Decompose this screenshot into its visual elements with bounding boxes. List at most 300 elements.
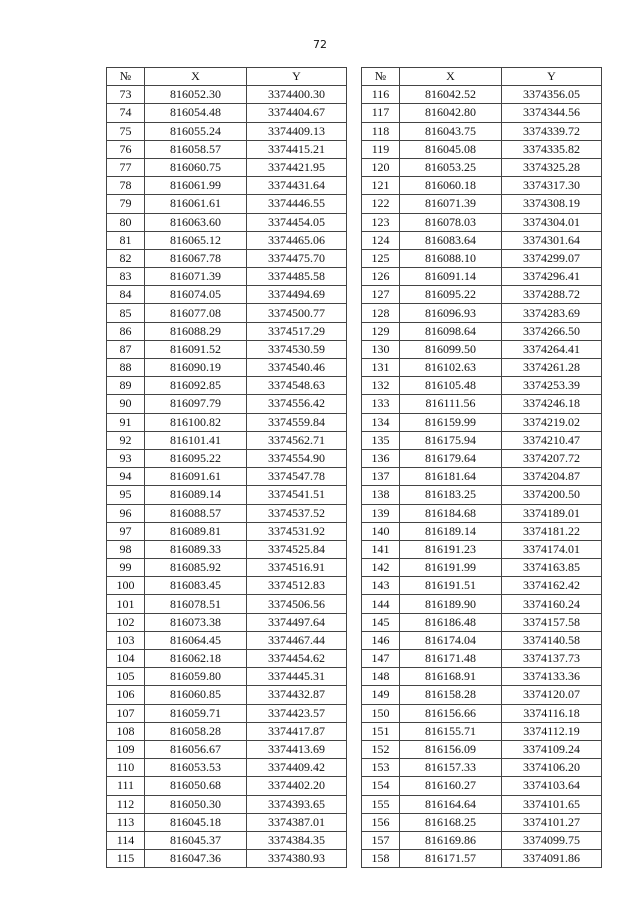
point-number-cell: 102	[107, 613, 145, 631]
x-coordinate-cell: 816091.61	[145, 468, 247, 486]
point-number-cell: 82	[107, 249, 145, 267]
x-coordinate-cell: 816056.67	[145, 740, 247, 758]
x-coordinate-cell: 816063.60	[145, 213, 247, 231]
table-header-row	[107, 68, 602, 86]
y-coordinate-cell: 3374531.92	[247, 522, 347, 540]
x-coordinate-cell: 816045.37	[145, 831, 247, 849]
column-gap	[347, 177, 362, 195]
y-coordinate-cell: 3374344.56	[502, 104, 602, 122]
x-coordinate-cell: 816058.57	[145, 140, 247, 158]
column-gap	[347, 286, 362, 304]
column-gap	[347, 268, 362, 286]
x-coordinate-cell: 816091.14	[400, 268, 502, 286]
column-gap	[347, 631, 362, 649]
table-row	[107, 850, 602, 868]
x-coordinate-cell: 816074.05	[145, 286, 247, 304]
x-coordinate-cell: 816043.75	[400, 122, 502, 140]
point-number-cell: 89	[107, 377, 145, 395]
column-gap	[347, 158, 362, 176]
table-row	[107, 431, 602, 449]
table-row	[107, 559, 602, 577]
x-coordinate-cell: 816071.39	[400, 195, 502, 213]
point-number-cell: 155	[362, 795, 400, 813]
point-number-cell: 136	[362, 449, 400, 467]
point-number-cell: 128	[362, 304, 400, 322]
column-gap	[347, 68, 362, 86]
x-coordinate-cell: 816164.64	[400, 795, 502, 813]
x-coordinate-cell: 816089.33	[145, 540, 247, 558]
x-coordinate-cell: 816077.08	[145, 304, 247, 322]
column-gap	[347, 595, 362, 613]
point-number-cell: 83	[107, 268, 145, 286]
point-number-cell: 140	[362, 522, 400, 540]
point-number-cell: 130	[362, 340, 400, 358]
y-coordinate-cell: 3374494.69	[247, 286, 347, 304]
y-coordinate-cell: 3374404.67	[247, 104, 347, 122]
y-coordinate-cell: 3374380.93	[247, 850, 347, 868]
y-coordinate-cell: 3374339.72	[502, 122, 602, 140]
point-number-cell: 90	[107, 395, 145, 413]
y-coordinate-cell: 3374296.41	[502, 268, 602, 286]
point-number-cell: 141	[362, 540, 400, 558]
y-coordinate-cell: 3374541.51	[247, 486, 347, 504]
y-coordinate-cell: 3374162.42	[502, 577, 602, 595]
y-coordinate-cell: 3374189.01	[502, 504, 602, 522]
x-coordinate-cell: 816191.99	[400, 559, 502, 577]
x-coordinate-cell: 816159.99	[400, 413, 502, 431]
x-coordinate-cell: 816062.18	[145, 650, 247, 668]
y-coordinate-cell: 3374516.91	[247, 559, 347, 577]
y-coordinate-cell: 3374497.64	[247, 613, 347, 631]
point-number-cell: 115	[107, 850, 145, 868]
point-number-cell: 108	[107, 722, 145, 740]
x-coordinate-cell: 816157.33	[400, 759, 502, 777]
table-row	[107, 522, 602, 540]
point-number-cell: 113	[107, 813, 145, 831]
point-number-cell: 152	[362, 740, 400, 758]
x-coordinate-cell: 816042.80	[400, 104, 502, 122]
y-coordinate-cell: 3374454.62	[247, 650, 347, 668]
column-gap	[347, 340, 362, 358]
x-coordinate-cell: 816067.78	[145, 249, 247, 267]
y-coordinate-cell: 3374400.30	[247, 86, 347, 104]
column-gap	[347, 613, 362, 631]
x-coordinate-cell: 816179.64	[400, 449, 502, 467]
x-coordinate-cell: 816083.45	[145, 577, 247, 595]
x-coordinate-cell: 816099.50	[400, 340, 502, 358]
x-coordinate-cell: 816189.14	[400, 522, 502, 540]
x-coordinate-cell: 816155.71	[400, 722, 502, 740]
column-gap	[347, 104, 362, 122]
point-number-cell: 96	[107, 504, 145, 522]
y-coordinate-cell: 3374133.36	[502, 668, 602, 686]
y-coordinate-cell: 3374283.69	[502, 304, 602, 322]
y-coordinate-cell: 3374109.24	[502, 740, 602, 758]
column-gap	[347, 813, 362, 831]
y-coordinate-cell: 3374174.01	[502, 540, 602, 558]
header-x-left: X	[145, 68, 247, 86]
point-number-cell: 74	[107, 104, 145, 122]
y-coordinate-cell: 3374317.30	[502, 177, 602, 195]
x-coordinate-cell: 816105.48	[400, 377, 502, 395]
table-row	[107, 286, 602, 304]
x-coordinate-cell: 816156.66	[400, 704, 502, 722]
column-gap	[347, 795, 362, 813]
header-x-right: X	[400, 68, 502, 86]
column-gap	[347, 231, 362, 249]
point-number-cell: 127	[362, 286, 400, 304]
point-number-cell: 118	[362, 122, 400, 140]
table-row	[107, 213, 602, 231]
x-coordinate-cell: 816050.68	[145, 777, 247, 795]
column-gap	[347, 504, 362, 522]
point-number-cell: 106	[107, 686, 145, 704]
y-coordinate-cell: 3374264.41	[502, 340, 602, 358]
point-number-cell: 93	[107, 449, 145, 467]
column-gap	[347, 777, 362, 795]
point-number-cell: 135	[362, 431, 400, 449]
column-gap	[347, 650, 362, 668]
y-coordinate-cell: 3374181.22	[502, 522, 602, 540]
point-number-cell: 138	[362, 486, 400, 504]
point-number-cell: 143	[362, 577, 400, 595]
table-row	[107, 359, 602, 377]
x-coordinate-cell: 816156.09	[400, 740, 502, 758]
point-number-cell: 109	[107, 740, 145, 758]
table-row	[107, 304, 602, 322]
y-coordinate-cell: 3374393.65	[247, 795, 347, 813]
y-coordinate-cell: 3374210.47	[502, 431, 602, 449]
table-row	[107, 413, 602, 431]
x-coordinate-cell: 816045.08	[400, 140, 502, 158]
x-coordinate-cell: 816186.48	[400, 613, 502, 631]
x-coordinate-cell: 816061.99	[145, 177, 247, 195]
point-number-cell: 99	[107, 559, 145, 577]
point-number-cell: 85	[107, 304, 145, 322]
y-coordinate-cell: 3374409.42	[247, 759, 347, 777]
x-coordinate-cell: 816183.25	[400, 486, 502, 504]
y-coordinate-cell: 3374525.84	[247, 540, 347, 558]
x-coordinate-cell: 816042.52	[400, 86, 502, 104]
table-row	[107, 104, 602, 122]
column-gap	[347, 195, 362, 213]
table-row	[107, 377, 602, 395]
x-coordinate-cell: 816078.03	[400, 213, 502, 231]
x-coordinate-cell: 816060.85	[145, 686, 247, 704]
column-gap	[347, 249, 362, 267]
table-row	[107, 195, 602, 213]
table-row	[107, 231, 602, 249]
y-coordinate-cell: 3374402.20	[247, 777, 347, 795]
y-coordinate-cell: 3374465.06	[247, 231, 347, 249]
y-coordinate-cell: 3374431.64	[247, 177, 347, 195]
point-number-cell: 79	[107, 195, 145, 213]
point-number-cell: 137	[362, 468, 400, 486]
table-row	[107, 122, 602, 140]
y-coordinate-cell: 3374103.64	[502, 777, 602, 795]
point-number-cell: 110	[107, 759, 145, 777]
x-coordinate-cell: 816168.25	[400, 813, 502, 831]
point-number-cell: 151	[362, 722, 400, 740]
y-coordinate-cell: 3374253.39	[502, 377, 602, 395]
x-coordinate-cell: 816101.41	[145, 431, 247, 449]
x-coordinate-cell: 816065.12	[145, 231, 247, 249]
x-coordinate-cell: 816054.48	[145, 104, 247, 122]
table-row	[107, 340, 602, 358]
point-number-cell: 147	[362, 650, 400, 668]
table-row	[107, 722, 602, 740]
table-row	[107, 177, 602, 195]
point-number-cell: 157	[362, 831, 400, 849]
point-number-cell: 134	[362, 413, 400, 431]
point-number-cell: 133	[362, 395, 400, 413]
x-coordinate-cell: 816083.64	[400, 231, 502, 249]
y-coordinate-cell: 3374548.63	[247, 377, 347, 395]
x-coordinate-cell: 816059.80	[145, 668, 247, 686]
x-coordinate-cell: 816175.94	[400, 431, 502, 449]
header-y-right: Y	[502, 68, 602, 86]
x-coordinate-cell: 816174.04	[400, 631, 502, 649]
column-gap	[347, 322, 362, 340]
point-number-cell: 103	[107, 631, 145, 649]
column-gap	[347, 722, 362, 740]
point-number-cell: 77	[107, 158, 145, 176]
point-number-cell: 81	[107, 231, 145, 249]
point-number-cell: 129	[362, 322, 400, 340]
table-row	[107, 613, 602, 631]
y-coordinate-cell: 3374485.58	[247, 268, 347, 286]
x-coordinate-cell: 816169.86	[400, 831, 502, 849]
x-coordinate-cell: 816181.64	[400, 468, 502, 486]
y-coordinate-cell: 3374091.86	[502, 850, 602, 868]
table-row	[107, 795, 602, 813]
point-number-cell: 142	[362, 559, 400, 577]
column-gap	[347, 431, 362, 449]
x-coordinate-cell: 816060.75	[145, 158, 247, 176]
column-gap	[347, 304, 362, 322]
y-coordinate-cell: 3374356.05	[502, 86, 602, 104]
y-coordinate-cell: 3374163.85	[502, 559, 602, 577]
point-number-cell: 75	[107, 122, 145, 140]
column-gap	[347, 704, 362, 722]
table-row	[107, 486, 602, 504]
y-coordinate-cell: 3374562.71	[247, 431, 347, 449]
y-coordinate-cell: 3374137.73	[502, 650, 602, 668]
table-row	[107, 595, 602, 613]
x-coordinate-cell: 816052.30	[145, 86, 247, 104]
table-row	[107, 449, 602, 467]
x-coordinate-cell: 816095.22	[400, 286, 502, 304]
x-coordinate-cell: 816061.61	[145, 195, 247, 213]
x-coordinate-cell: 816064.45	[145, 631, 247, 649]
x-coordinate-cell: 816059.71	[145, 704, 247, 722]
column-gap	[347, 559, 362, 577]
y-coordinate-cell: 3374204.87	[502, 468, 602, 486]
point-number-cell: 73	[107, 86, 145, 104]
y-coordinate-cell: 3374120.07	[502, 686, 602, 704]
y-coordinate-cell: 3374325.28	[502, 158, 602, 176]
x-coordinate-cell: 816191.23	[400, 540, 502, 558]
column-gap	[347, 86, 362, 104]
column-gap	[347, 213, 362, 231]
point-number-cell: 122	[362, 195, 400, 213]
point-number-cell: 144	[362, 595, 400, 613]
x-coordinate-cell: 816098.64	[400, 322, 502, 340]
x-coordinate-cell: 816088.29	[145, 322, 247, 340]
column-gap	[347, 759, 362, 777]
x-coordinate-cell: 816090.19	[145, 359, 247, 377]
x-coordinate-cell: 816045.18	[145, 813, 247, 831]
x-coordinate-cell: 816058.28	[145, 722, 247, 740]
table-row	[107, 777, 602, 795]
point-number-cell: 88	[107, 359, 145, 377]
point-number-cell: 124	[362, 231, 400, 249]
x-coordinate-cell: 816078.51	[145, 595, 247, 613]
table-row	[107, 249, 602, 267]
table-row	[107, 158, 602, 176]
column-gap	[347, 122, 362, 140]
y-coordinate-cell: 3374415.21	[247, 140, 347, 158]
header-no-right: №	[362, 68, 400, 86]
x-coordinate-cell: 816053.53	[145, 759, 247, 777]
header-y-left: Y	[247, 68, 347, 86]
column-gap	[347, 577, 362, 595]
point-number-cell: 148	[362, 668, 400, 686]
point-number-cell: 121	[362, 177, 400, 195]
point-number-cell: 100	[107, 577, 145, 595]
point-number-cell: 146	[362, 631, 400, 649]
point-number-cell: 125	[362, 249, 400, 267]
x-coordinate-cell: 816158.28	[400, 686, 502, 704]
point-number-cell: 156	[362, 813, 400, 831]
point-number-cell: 86	[107, 322, 145, 340]
point-number-cell: 123	[362, 213, 400, 231]
x-coordinate-cell: 816060.18	[400, 177, 502, 195]
y-coordinate-cell: 3374384.35	[247, 831, 347, 849]
point-number-cell: 101	[107, 595, 145, 613]
point-number-cell: 104	[107, 650, 145, 668]
y-coordinate-cell: 3374454.05	[247, 213, 347, 231]
y-coordinate-cell: 3374413.69	[247, 740, 347, 758]
point-number-cell: 120	[362, 158, 400, 176]
point-number-cell: 84	[107, 286, 145, 304]
x-coordinate-cell: 816073.38	[145, 613, 247, 631]
y-coordinate-cell: 3374106.20	[502, 759, 602, 777]
y-coordinate-cell: 3374506.56	[247, 595, 347, 613]
table-row	[107, 140, 602, 158]
y-coordinate-cell: 3374160.24	[502, 595, 602, 613]
y-coordinate-cell: 3374335.82	[502, 140, 602, 158]
x-coordinate-cell: 816088.10	[400, 249, 502, 267]
x-coordinate-cell: 816096.93	[400, 304, 502, 322]
point-number-cell: 97	[107, 522, 145, 540]
point-number-cell: 132	[362, 377, 400, 395]
y-coordinate-cell: 3374475.70	[247, 249, 347, 267]
table-row	[107, 86, 602, 104]
point-number-cell: 158	[362, 850, 400, 868]
y-coordinate-cell: 3374101.27	[502, 813, 602, 831]
x-coordinate-cell: 816111.56	[400, 395, 502, 413]
coordinates-table	[106, 67, 602, 868]
y-coordinate-cell: 3374288.72	[502, 286, 602, 304]
column-gap	[347, 540, 362, 558]
point-number-cell: 111	[107, 777, 145, 795]
y-coordinate-cell: 3374547.78	[247, 468, 347, 486]
y-coordinate-cell: 3374308.19	[502, 195, 602, 213]
table-row	[107, 468, 602, 486]
point-number-cell: 76	[107, 140, 145, 158]
y-coordinate-cell: 3374421.95	[247, 158, 347, 176]
x-coordinate-cell: 816191.51	[400, 577, 502, 595]
table-row	[107, 704, 602, 722]
y-coordinate-cell: 3374219.02	[502, 413, 602, 431]
point-number-cell: 92	[107, 431, 145, 449]
table-row	[107, 395, 602, 413]
column-gap	[347, 740, 362, 758]
header-no-left: №	[107, 68, 145, 86]
x-coordinate-cell: 816168.91	[400, 668, 502, 686]
point-number-cell: 139	[362, 504, 400, 522]
y-coordinate-cell: 3374432.87	[247, 686, 347, 704]
y-coordinate-cell: 3374116.18	[502, 704, 602, 722]
x-coordinate-cell: 816095.22	[145, 449, 247, 467]
point-number-cell: 154	[362, 777, 400, 795]
y-coordinate-cell: 3374512.83	[247, 577, 347, 595]
table-row	[107, 650, 602, 668]
y-coordinate-cell: 3374446.55	[247, 195, 347, 213]
y-coordinate-cell: 3374140.58	[502, 631, 602, 649]
point-number-cell: 131	[362, 359, 400, 377]
y-coordinate-cell: 3374445.31	[247, 668, 347, 686]
x-coordinate-cell: 816100.82	[145, 413, 247, 431]
y-coordinate-cell: 3374299.07	[502, 249, 602, 267]
table-row	[107, 540, 602, 558]
point-number-cell: 119	[362, 140, 400, 158]
y-coordinate-cell: 3374517.29	[247, 322, 347, 340]
column-gap	[347, 831, 362, 849]
column-gap	[347, 377, 362, 395]
point-number-cell: 149	[362, 686, 400, 704]
column-gap	[347, 686, 362, 704]
y-coordinate-cell: 3374207.72	[502, 449, 602, 467]
y-coordinate-cell: 3374423.57	[247, 704, 347, 722]
y-coordinate-cell: 3374559.84	[247, 413, 347, 431]
table-row	[107, 577, 602, 595]
table-row	[107, 813, 602, 831]
x-coordinate-cell: 816184.68	[400, 504, 502, 522]
table-body	[107, 86, 602, 868]
y-coordinate-cell: 3374467.44	[247, 631, 347, 649]
point-number-cell: 114	[107, 831, 145, 849]
x-coordinate-cell: 816092.85	[145, 377, 247, 395]
y-coordinate-cell: 3374301.64	[502, 231, 602, 249]
point-number-cell: 80	[107, 213, 145, 231]
point-number-cell: 153	[362, 759, 400, 777]
point-number-cell: 107	[107, 704, 145, 722]
y-coordinate-cell: 3374157.58	[502, 613, 602, 631]
x-coordinate-cell: 816089.81	[145, 522, 247, 540]
y-coordinate-cell: 3374540.46	[247, 359, 347, 377]
y-coordinate-cell: 3374530.59	[247, 340, 347, 358]
point-number-cell: 78	[107, 177, 145, 195]
table-row	[107, 631, 602, 649]
x-coordinate-cell: 816085.92	[145, 559, 247, 577]
y-coordinate-cell: 3374500.77	[247, 304, 347, 322]
table-row	[107, 740, 602, 758]
x-coordinate-cell: 816053.25	[400, 158, 502, 176]
x-coordinate-cell: 816189.90	[400, 595, 502, 613]
column-gap	[347, 522, 362, 540]
